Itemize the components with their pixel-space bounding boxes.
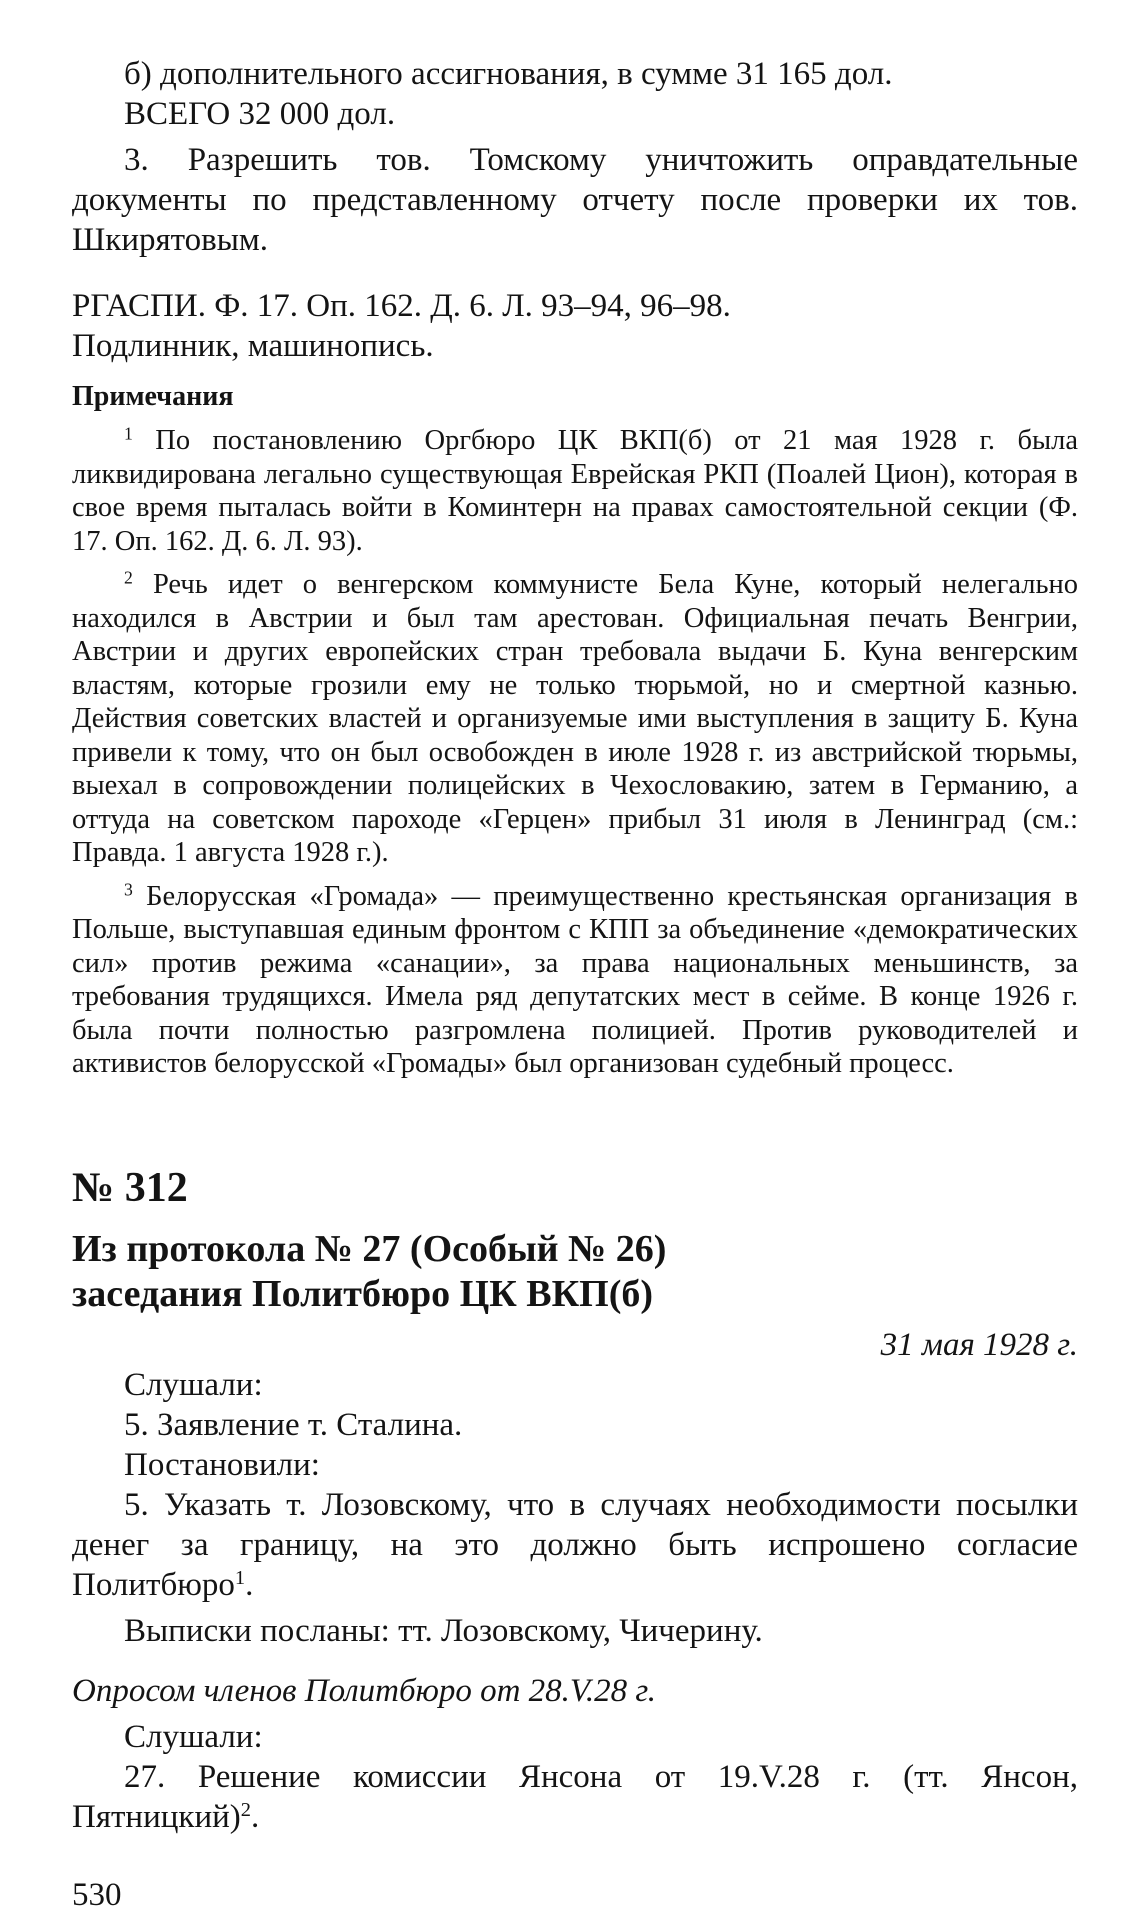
note-3-text: Белорусская «Громада» — преимущественно крестьянская организация в Польше, выступавшая единым фронтом с КПП за объединение «демократических сил» против режима «санации», за права национальных меньшинств, за требования трудящихся. Имела ряд депутатских мест в сейме. В конце 1926 г. была почти полностью разгромлена полицией. Против руководителей и активистов белорусской «Громады» был организован судебный процесс.	[72, 880, 1079, 1079]
document-page	[72, 54, 1078, 1915]
item-27-end: .	[250, 1798, 260, 1835]
resolved-footnote-marker: 1	[234, 1566, 246, 1589]
notes-heading: Примечания	[72, 381, 234, 412]
page-number: 530	[72, 1876, 122, 1913]
document-title-line-1: Из протокола № 27 (Особый № 26)	[72, 1227, 667, 1270]
note-1-marker: 1	[124, 423, 133, 444]
note-3	[72, 880, 1078, 1081]
note-2-text: Речь идет о венгерском коммунисте Бела Куне, который нелегально находился в Австрии и был там арестован. Официальная печать Венгрии, Австрии и других европейских стран требовала выдачи Б. Куна венгерским властям, которые грозили ему не только тюрьмой, но и смертной казнью. Действия советских властей и организуемые ими выступления в защиту Б. Куна привели к тому, что он был освобожден в июле 1928 г. из австрийской тюрьмы, выехал в сопровождении полицейских в Чехословакию, затем в Германию, а оттуда на советском пароходе «Герцен» прибыл 31 июля в Ленинград (см.: Правда. 1 августа 1928 г.).	[72, 569, 1078, 868]
resolved-item	[72, 1485, 1078, 1605]
document-date: 31 мая 1928 г.	[880, 1326, 1078, 1363]
item-27-text: 27. Решение комиссии Янсона от 19.V.28 г. (тт. Янсон, Пятницкий)	[72, 1758, 1078, 1835]
note-1-text: По постановлению Оргбюро ЦК ВКП(б) от 21 мая 1928 г. была ликвидирована легально существующая Еврейская РКП (Поалей Цион), которая в свое время пыталась войти в Коминтерн на правах самостоятельной секции (Ф. 17. Оп. 162. Д. 6. Л. 93).	[72, 425, 1079, 557]
document-title	[72, 1227, 1078, 1317]
item-27	[72, 1757, 1078, 1837]
item-3-paragraph: 3. Разрешить тов. Томскому уничтожить оправдательные документы по представленному отчету после проверки их тов. Шкирятовым.	[72, 142, 1078, 258]
resolved-label: Постановили:	[124, 1446, 320, 1483]
archive-source: РГАСПИ. Ф. 17. Оп. 162. Д. 6. Л. 93–94, 96–98.	[72, 288, 731, 324]
document-number: № 312	[72, 1164, 188, 1211]
heard-item: 5. Заявление т. Сталина.	[124, 1406, 463, 1443]
allocation-line: б) дополнительного ассигнования, в сумме 31 165 дол.	[124, 56, 893, 92]
note-2-marker: 2	[124, 567, 133, 588]
note-2	[72, 568, 1078, 870]
poll-heading: Опросом членов Политбюро от 28.V.28 г.	[72, 1672, 657, 1709]
item-27-footnote-marker: 2	[240, 1798, 251, 1821]
note-3-marker: 3	[124, 878, 133, 899]
heard-label-2: Слушали:	[124, 1718, 263, 1755]
total-line: ВСЕГО 32 000 дол.	[124, 96, 396, 132]
note-1	[72, 424, 1078, 558]
source-kind: Подлинник, машинопись.	[72, 328, 434, 364]
resolved-item-text: 5. Указать т. Лозовскому, что в случаях необходимости посылки денег за границу, на это должно быть испрошено согласие Политбюро	[72, 1486, 1078, 1603]
document-title-line-2: заседания Политбюро ЦК ВКП(б)	[72, 1272, 654, 1315]
heard-label: Слушали:	[124, 1366, 263, 1403]
extracts-sent: Выписки посланы: тт. Лозовскому, Чичерину.	[124, 1612, 763, 1649]
resolved-item-end: .	[245, 1566, 254, 1603]
